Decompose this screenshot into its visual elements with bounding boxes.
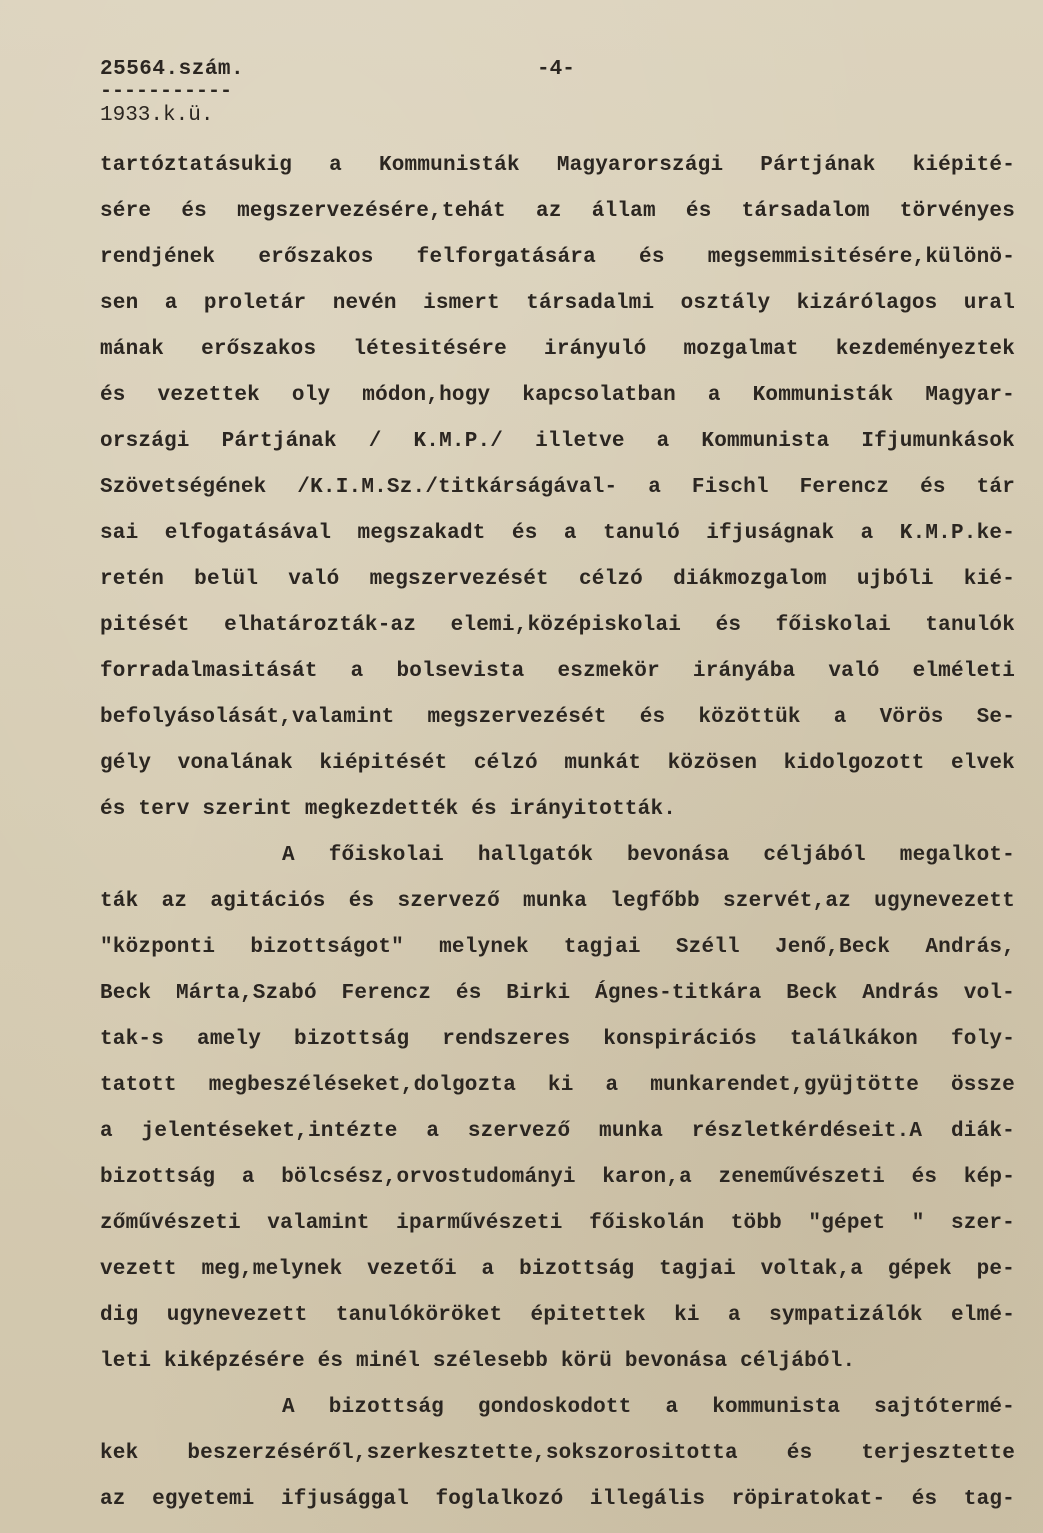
text-line: Beck Márta,Szabó Ferencz és Birki Ágnes-titkára Beck András vol-: [100, 982, 1015, 1005]
text-line: a jelentéseket,intézte a szervező munka részletkérdéseit.A diák-: [100, 1120, 1015, 1143]
paragraph-start: A főiskolai hallgatók bevonása céljából megalkot-: [282, 844, 1015, 867]
year-reference: 1933.k.ü.: [100, 104, 214, 127]
text-line: mának erőszakos létesitésére irányuló mozgalmat kezdeményeztek: [100, 338, 1015, 361]
text-line: sen a proletár nevén ismert társadalmi osztály kizárólagos ural: [100, 292, 1015, 315]
text-line: befolyásolását,valamint megszervezését és közöttük a Vörös Se-: [100, 706, 1015, 729]
text-line: leti kiképzésére és minél szélesebb körü bevonása céljából.: [100, 1350, 856, 1373]
text-line: tatott megbeszéléseket,dolgozta ki a munkarendet,gyüjtötte össze: [100, 1074, 1015, 1097]
text-line: és vezettek oly módon,hogy kapcsolatban a Kommunisták Magyar-: [100, 384, 1015, 407]
text-line: rendjének erőszakos felforgatására és megsemmisitésére,különö-: [100, 246, 1015, 269]
text-line: "központi bizottságot" melynek tagjai Széll Jenő,Beck András,: [100, 936, 1015, 959]
text-line: pitését elhatározták-az elemi,középiskolai és főiskolai tanulók: [100, 614, 1015, 637]
text-line: és terv szerint megkezdették és irányitották.: [100, 798, 677, 821]
text-line: kek beszerzéséről,szerkesztette,sokszorositotta és terjesztette: [100, 1442, 1015, 1465]
page-number: -4-: [537, 58, 575, 81]
text-line: dig ugynevezett tanulóköröket épitettek ki a sympatizálók elmé-: [100, 1304, 1015, 1327]
text-line: Szövetségének /K.I.M.Sz./titkárságával- a Fischl Ferencz és tár: [100, 476, 1015, 499]
text-line: ták az agitációs és szervező munka legfőbb szervét,az ugynevezett: [100, 890, 1015, 913]
text-line: retén belül való megszervezését célzó diákmozgalom ujbóli kié-: [100, 568, 1015, 591]
text-line: bizottság a bölcsész,orvostudományi karon,a zeneművészeti és kép-: [100, 1166, 1015, 1189]
text-line: zőművészeti valamint iparművészeti főiskolán több "gépet " szer-: [100, 1212, 1015, 1235]
paragraph-start: A bizottság gondoskodott a kommunista sajtótermé-: [282, 1396, 1015, 1419]
text-line: országi Pártjának / K.M.P./ illetve a Kommunista Ifjumunkások: [100, 430, 1015, 453]
text-line: sére és megszervezésére,tehát az állam és társadalom törvényes: [100, 200, 1015, 223]
text-line: tartóztatásukig a Kommunisták Magyarországi Pártjának kiépité-: [100, 154, 1015, 177]
text-line: vezett meg,melynek vezetői a bizottság tagjai voltak,a gépek pe-: [100, 1258, 1015, 1281]
text-line: sai elfogatásával megszakadt és a tanuló ifjuságnak a K.M.P.ke-: [100, 522, 1015, 545]
document-number: 25564.szám.: [100, 58, 245, 81]
text-line: az egyetemi ifjusággal foglalkozó illegális röpiratokat- és tag-: [100, 1488, 1015, 1511]
text-line: tak-s amely bizottság rendszeres konspirációs találkákon foly-: [100, 1028, 1015, 1051]
document-header: [100, 58, 1000, 138]
number-underline: -----------: [100, 80, 233, 103]
text-line: gély vonalának kiépitését célzó munkát közösen kidolgozott elvek: [100, 752, 1015, 775]
document-body: [100, 143, 1015, 1523]
text-line: forradalmasitását a bolsevista eszmekör irányába való elméleti: [100, 660, 1015, 683]
